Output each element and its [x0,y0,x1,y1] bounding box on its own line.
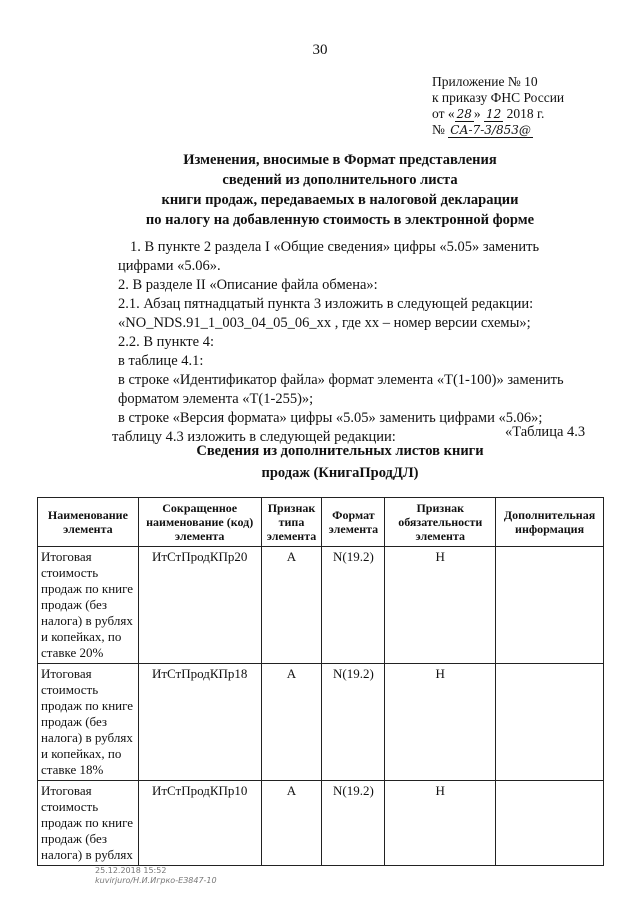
paragraph: в строке «Версия формата» цифры «5.05» заменить цифрами «5.06»; [118,410,543,426]
table-cell: Н [385,781,496,866]
paragraph: 2. В разделе II «Описание файла обмена»: [118,277,378,293]
appendix-block [432,74,564,138]
handwritten-day: 28 [456,107,472,121]
column-header: Наименование элемента [38,498,139,547]
table-cell: А [261,781,322,866]
table-header-row [38,498,604,547]
handwritten-order-number: СА-7-3/853@ [450,123,531,137]
column-header: Сокращенное наименование (код) элемента [138,498,261,547]
table-cell: Н [385,547,496,664]
body-text [112,238,598,447]
table-row [38,664,604,781]
appendix-line1: Приложение № 10 [432,74,538,89]
paragraph: 1. В пункте 2 раздела I «Общие сведения» цифры «5.05» заменить цифрами «5.06». [118,239,540,274]
table-cell [496,664,604,781]
table-cell: Итоговая стоимость продаж по книге продаж (без налога) в рублях и копейках, по ставке 20% [38,547,139,664]
table-caption: Сведения из дополнительных листов книги продаж (КнигаПродДЛ) [196,443,484,481]
table-cell: Н [385,664,496,781]
table-cell: ИтСтПродКПр18 [138,664,261,781]
table-cell: А [261,547,322,664]
column-header: Формат элемента [322,498,385,547]
table-cell: N(19.2) [322,781,385,866]
paragraph: 2.1. Абзац пятнадцатый пункта 3 изложить в следующей редакции: [118,296,534,312]
paragraph: 2.2. В пункте 4: [118,334,214,350]
table-row [38,547,604,664]
table-cell: Итоговая стоимость продаж по книге продаж (без налога) в рублях и копейках, по ставке 18% [38,664,139,781]
table-cell [496,781,604,866]
paragraph: в строке «Идентификатор файла» формат элемента «Т(1-100)» заменить форматом элемента «Т(1-255)»; [118,372,564,407]
footer-stamp: 25.12.2018 15:52 kuvirjuro/Н.И.Игрко-ЕЗ847-10 [95,866,217,885]
appendix-date: от « 28 » 12 2018 г. [432,106,545,121]
column-header: Признак типа элемента [261,498,322,547]
table-cell: N(19.2) [322,547,385,664]
table-cell: Итоговая стоимость продаж по книге продаж (без налога) в рублях [38,781,139,866]
table-cell [496,547,604,664]
page-number: 30 [312,42,328,58]
table-cell: А [261,664,322,781]
table-cell: N(19.2) [322,664,385,781]
table-label: «Таблица 4.3 [505,424,586,440]
paragraph: в таблице 4.1: [118,353,204,369]
handwritten-month: 12 [486,107,502,121]
table-cell: ИтСтПродКПр20 [138,547,261,664]
table-row [38,781,604,866]
data-table [37,497,604,866]
document-title: Изменения, вносимые в Формат представления сведений из дополнительного листа книги продаж, передаваемых в налоговой декларации по налогу на добавленную стоимость в электронной форме [145,152,535,228]
appendix-number: № СА-7-3/853@ [432,122,531,137]
table-cell: ИтСтПродКПр10 [138,781,261,866]
column-header: Признак обязательности элемента [385,498,496,547]
appendix-line2: к приказу ФНС России [432,90,565,105]
paragraph: таблицу 4.3 изложить в следующей редакции: [112,429,396,445]
column-header: Дополнительная информация [496,498,604,547]
paragraph: «NO_NDS.91_1_003_04_05_06_xx , где хх – номер версии схемы»; [118,315,531,331]
